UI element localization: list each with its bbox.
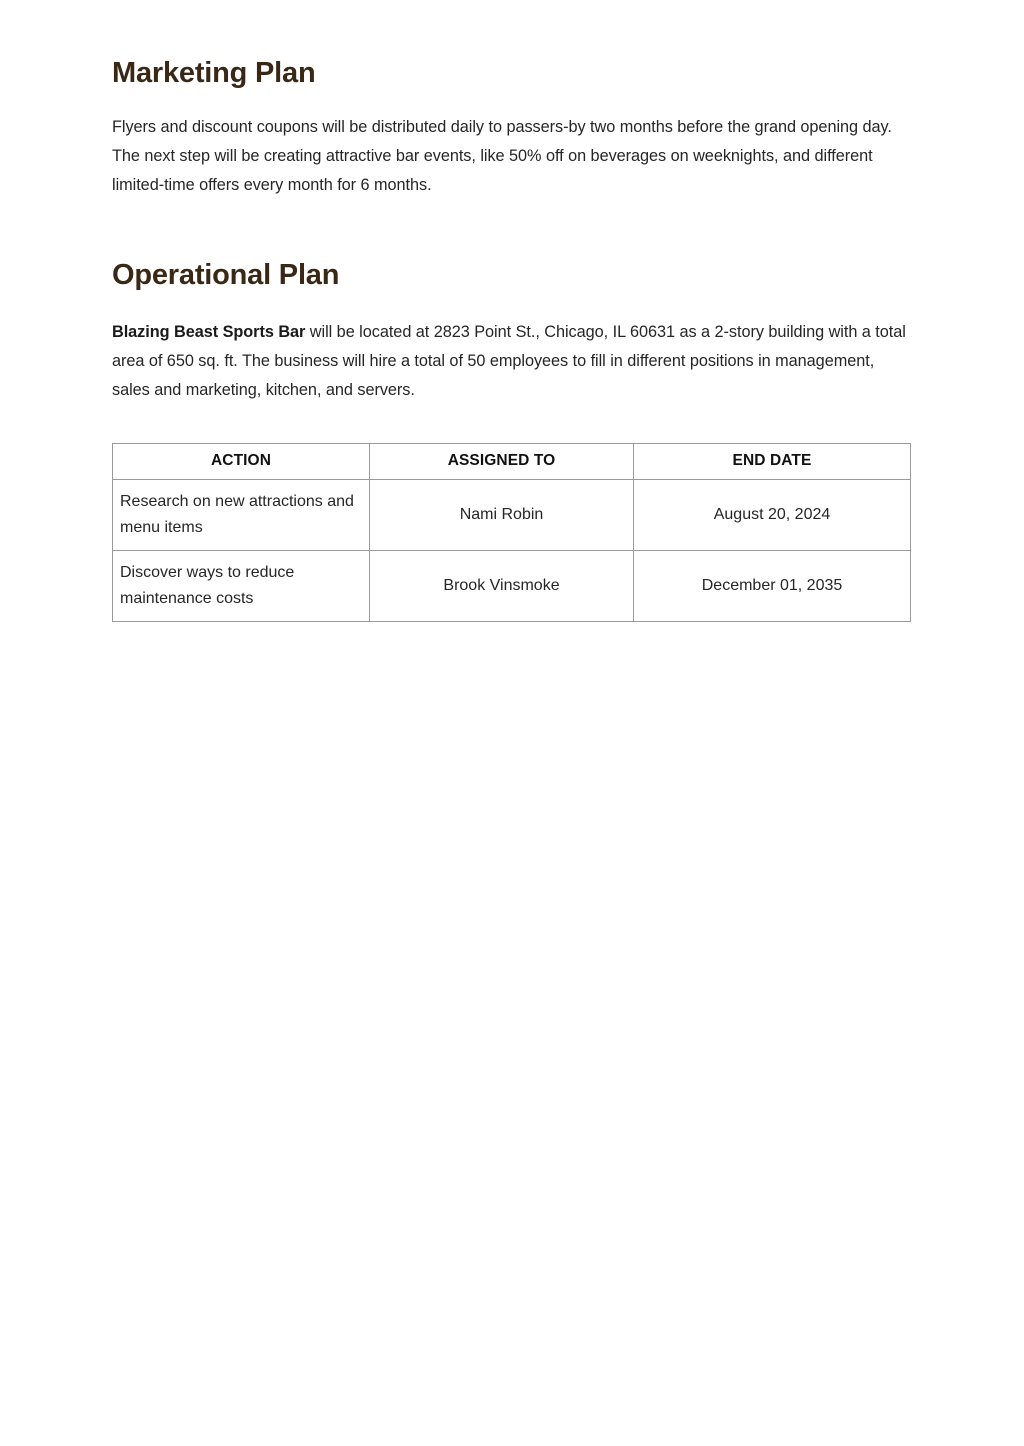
business-name-bold: Blazing Beast Sports Bar: [112, 322, 306, 341]
marketing-plan-paragraph: Flyers and discount coupons will be distributed daily to passers-by two months before the grand opening day. The next step will be creating attractive bar events, like 50% off on beverages on weeknights, and different limited-time offers every month for 6 months.: [112, 117, 892, 194]
cell-end-date: December 01, 2035: [634, 550, 911, 621]
table-row: [113, 479, 911, 550]
column-header-assigned-to: ASSIGNED TO: [370, 443, 634, 479]
operational-plan-paragraph: [112, 318, 910, 405]
column-header-end-date: END DATE: [634, 443, 911, 479]
cell-assigned-to: Brook Vinsmoke: [370, 550, 634, 621]
operational-plan-heading: Operational Plan: [112, 258, 340, 291]
marketing-plan-heading: Marketing Plan: [112, 57, 316, 89]
cell-action: Discover ways to reduce maintenance costs: [113, 550, 370, 621]
table-row: [113, 550, 911, 621]
cell-end-date: August 20, 2024: [634, 479, 911, 550]
table-header-row: [113, 443, 911, 479]
action-plan-table: [112, 443, 911, 622]
column-header-action: ACTION: [113, 443, 370, 479]
cell-assigned-to: Nami Robin: [370, 479, 634, 550]
operational-plan-paragraph-rest: will be located at 2823 Point St., Chicago, IL 60631 as a 2-story building with a total area of 650 sq. ft. The business will hire a total of 50 employees to fill in different positions in management, sales and marketing, kitchen, and servers.: [112, 322, 906, 399]
document-content: [112, 0, 910, 622]
cell-action: Research on new attractions and menu items: [113, 479, 370, 550]
